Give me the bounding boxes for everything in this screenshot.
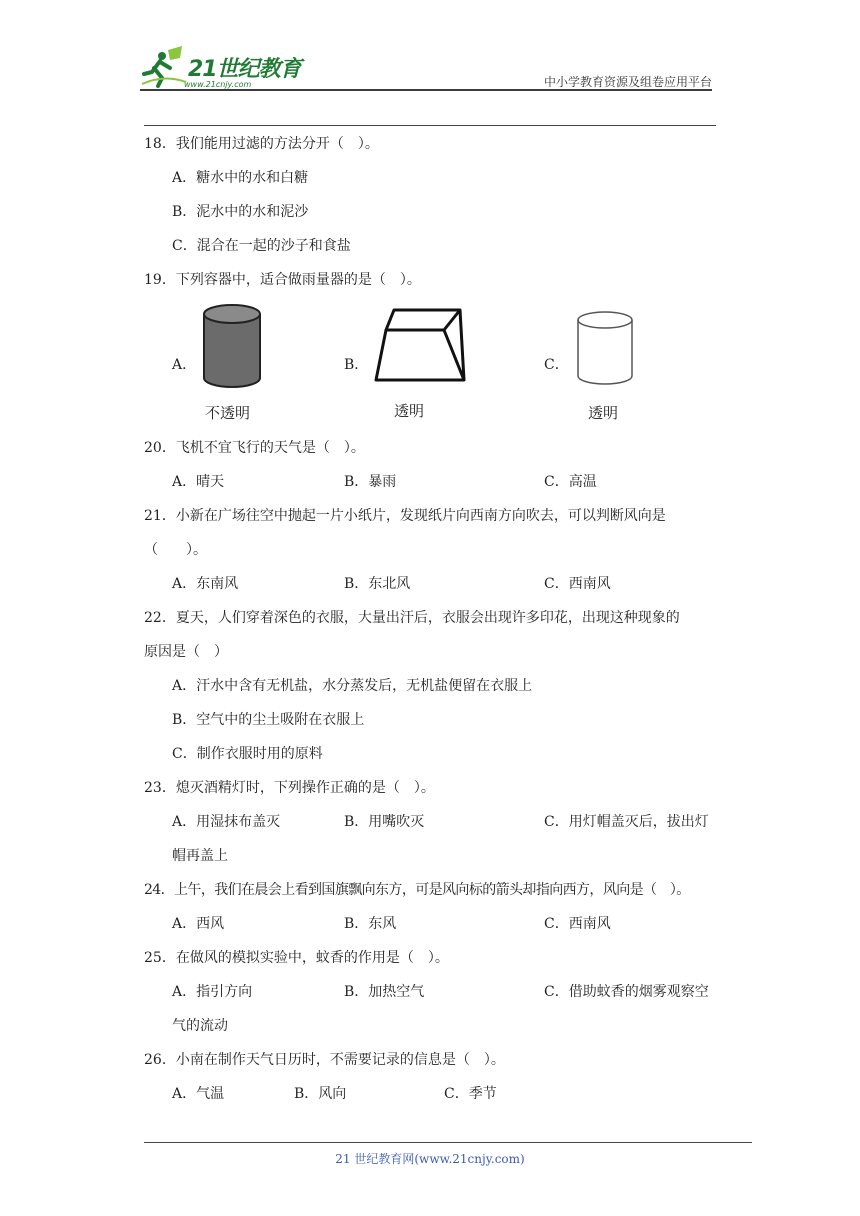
logo-text: 21世纪教育	[188, 57, 301, 82]
question-stem: 19．下列容器中，适合做雨量器的是（ ）。	[144, 272, 421, 288]
option-b[interactable]: B．加热空气	[344, 984, 425, 1000]
option-c[interactable]: C．	[544, 357, 569, 373]
question-stem: 18．我们能用过滤的方法分开（ ）。	[144, 136, 379, 152]
option-b[interactable]: B．暴雨	[344, 474, 397, 490]
option-a[interactable]: A．汗水中含有无机盐，水分蒸发后，无机盐便留在衣服上	[172, 678, 533, 694]
option-b[interactable]: B．东北风	[344, 576, 411, 592]
footer-link[interactable]: 21 世纪教育网(www.21cnjy.com)	[335, 1152, 525, 1166]
option-b[interactable]: B．泥水中的水和泥沙	[172, 204, 309, 220]
option-c[interactable]: C．西南风	[544, 576, 611, 592]
option-c-cont: 帽再盖上	[172, 848, 228, 864]
question-stem: 22．夏天，人们穿着深色的衣服，大量出汗后，衣服会出现许多印花，出现这种现象的	[144, 610, 680, 626]
figure-label: 不透明	[205, 404, 251, 422]
option-a[interactable]: A．用湿抹布盖灭	[172, 814, 281, 830]
option-a[interactable]: A．气温	[172, 1086, 225, 1102]
option-b[interactable]: B．空气中的尘土吸附在衣服上	[172, 712, 365, 728]
option-c[interactable]: C．制作衣服时用的原料	[172, 746, 323, 762]
option-c[interactable]: C．西南风	[544, 916, 611, 932]
option-b[interactable]: B．风向	[294, 1086, 347, 1102]
question-stem: 25．在做风的模拟实验中，蚊香的作用是（ ）。	[144, 950, 449, 966]
option-c[interactable]: C．季节	[444, 1086, 497, 1102]
runner-logo-icon	[140, 44, 188, 90]
option-b[interactable]: B．用嘴吹灭	[344, 814, 425, 830]
question-stem-cont: 原因是（ ）	[144, 644, 228, 660]
logo-url: www.21cnjy.com	[184, 80, 252, 89]
page-header	[140, 40, 712, 92]
option-a[interactable]: A．指引方向	[172, 984, 253, 1000]
option-c[interactable]: C．高温	[544, 474, 597, 490]
option-a[interactable]: A．	[172, 357, 197, 373]
question-stem-cont: （ ）。	[144, 542, 207, 558]
option-c[interactable]: C．混合在一起的沙子和食盐	[172, 238, 351, 254]
transparent-cylinder-icon	[574, 310, 636, 386]
content-top-divider	[144, 125, 716, 126]
option-a[interactable]: A．西风	[172, 916, 225, 932]
figure-label: 透明	[588, 404, 619, 422]
opaque-cylinder-icon	[200, 302, 264, 390]
option-a[interactable]: A．糖水中的水和白糖	[172, 170, 309, 186]
trapezoid-prism-icon	[372, 306, 468, 386]
footer-divider	[144, 1142, 752, 1143]
figure-label: 透明	[394, 402, 425, 420]
option-c[interactable]: C．借助蚊香的烟雾观察空	[544, 984, 709, 1000]
option-c-cont: 气的流动	[172, 1018, 228, 1034]
question-stem: 21．小新在广场往空中抛起一片小纸片，发现纸片向西南方向吹去，可以判断风向是	[144, 508, 666, 524]
question-stem: 24．上午，我们在晨会上看到国旗飘向东方，可是风向标的箭头却指向西方，风向是（ ）。	[144, 882, 690, 898]
question-stem: 26．小南在制作天气日历时，不需要记录的信息是（ ）。	[144, 1052, 505, 1068]
option-a[interactable]: A．东南风	[172, 576, 239, 592]
option-b[interactable]: B．东风	[344, 916, 397, 932]
question-stem: 20．飞机不宜飞行的天气是（ ）。	[144, 440, 365, 456]
header-divider	[140, 89, 712, 91]
site-logo[interactable]	[140, 44, 310, 90]
question-stem: 23．熄灭酒精灯时，下列操作正确的是（ ）。	[144, 780, 435, 796]
platform-name: 中小学教育资源及组卷应用平台	[543, 75, 712, 89]
option-a[interactable]: A．晴天	[172, 474, 225, 490]
option-c[interactable]: C．用灯帽盖灭后，拔出灯	[544, 814, 709, 830]
option-b[interactable]: B．	[344, 357, 369, 373]
